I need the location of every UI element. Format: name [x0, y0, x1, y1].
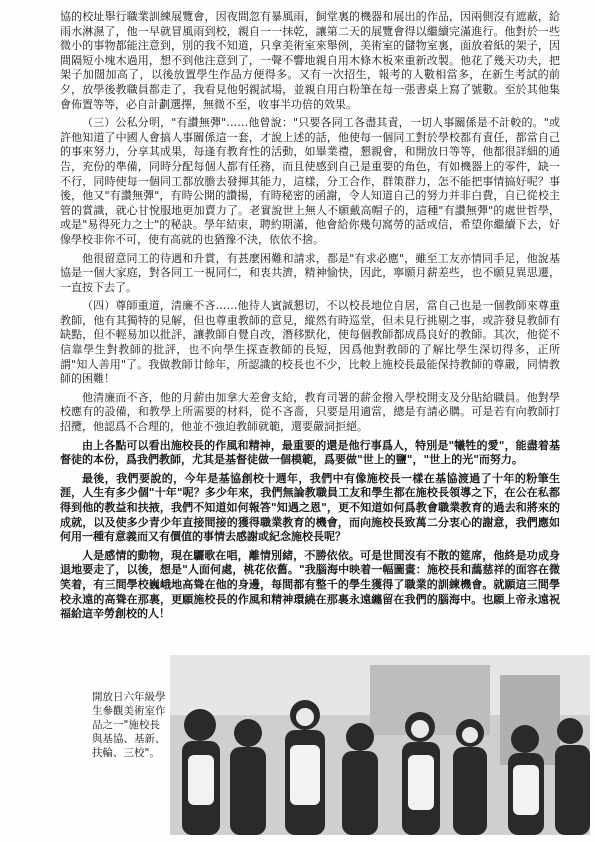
paragraph-1: 協的校址舉行職業訓練展覽會，因夜間忽有暴風雨，飼堂裏的機器和展出的作品，因兩側沒有遮蔽，給雨水淋濕了，他一早就冒風雨到校，親自一一抹乾，讓第二天的展覽會得以繼續完滿進行。他對於一些微小的事物都能注意到，別的我不知道，只拿美術室來舉例，美術室的儲物室裏，面放着紙的架子，因間隔短小塊木過用，想不到他注意到了，一聲不響地親自用木條木板來重新改製。他花了幾天功夫，把架子加闊加高了，以後放置學生作品方便得多。又有一次招生，報考的人數相當多，在新生考試的前夕，放學後教職員都走了，我看見他躬親試場，並親自用白粉筆在每一張書桌上寫了號數。至於其他集會佈置等等，必自計劃選擇，無微不至，收事半功倍的效果。 — [60, 10, 560, 111]
paragraph-8: 人是感情的動物，現在驪歌在唱，離情別緒，不勝依依。可是世間沒有不散的筵席，他終是功成身退地要走了，以後，想是"人面何處，桃花依舊。"我腦海中映着一幅圖畫：施校長和藹慈祥的面容在微笑着，有三間學校巍峨地高聳在他的身邊，每間都有整千的學生獲得了職業的訓練機會。就願這三間學校永遠的高聳在那裏，更願施校長的作風和精神環繞在那裏永遠纏留在我們的腦海中。也願上帝永遠祝福給這辛勞創校的人！ — [60, 548, 560, 621]
article-body — [60, 10, 560, 626]
group-photo-illustration — [170, 655, 590, 835]
paragraph-4: （四）尊師重道，清廉不吝……他待人賓誠懇切，不以校長地位自居，當自己也是一個教師來尊重教師，他有其獨特的見解，但也尊重教師的意見，縱然有時巡堂，但未見行挑剔之事，或許發見教師有缺點，但不輕易加以批評，讓教師自覺自改，潛移默化，使每個教師都成爲良好的教師。其次，他從不信靠學生對教師的批評，也不向學生探查教師的長短，因爲他對教師的了解比學生深切得多，正所謂"知人善用"了。我做教師廿餘年，所認識的校長也不少，比較上施校長最能保持教師的尊嚴，同情教師的困難！ — [60, 299, 560, 386]
paragraph-3: 他很留意同工的待遇和升賞，有甚麼困難和請求，都是"有求必應"，雖至工友亦情同手足，他說基協是一個大家庭，對各同工一視同仁，和衷共濟，精神愉快，因此，寧願月薪差些，也不願見異思遷，一直按下去了。 — [60, 251, 560, 294]
photo-caption: 開放日六年級學生參觀美術室作品之一"施校長與基協、基新、扶輪、三校"。 — [92, 691, 166, 759]
paragraph-2: （三）公私分明，"有讚無彈"……他曾說："只要各同工各盡其責，一切人事關係是不計較的。"或許他知道了中國人會搞人事關係這一套，才說上述的話，他使每一個同工對於學校都有責任，都當自己的事來努力，分享其成果，每逢有教育性的活動，如畢業禮，懇親會，和開放日等等，他都很詳細的通告，充份的準備，同時分配每個人都有任務，而且使感到自己是重要的角色，有如機器上的零件，缺一不行，同時使每一個同工都放膽去發揮其能力，這樣，分工合作，群策群力，怎不能把事情搞好呢？事後，他又"有讚無彈"，有時公開的讚揚，有時秘密的函謝，令人知道自己的努力并非白費，自已從校主管的賞識，就心甘悅服地更加賣力了。老實說世上無人不願戴高帽子的，這種"有讚無彈"的處世哲學，或是"易得死力之士"的秘訣。學年結束，聘約期滿，他會給你幾句窩勞的話或信，希望你繼續下去，好像學校非你不可，使有高就的也猶豫不決，依依不捨。 — [60, 116, 560, 246]
paragraph-7: 最後，我們要說的，今年是基協創校十週年，我們中有像施校長一樣在基協渡過了十年的粉筆生涯，人生有多少個"十年"呢？多少年來，我們無論教職員工友和學生都在施校長領導之下，在公在私都得到他的教益和扶掖，我們不知道如何報答"知遇之恩"，更不知道如何爲教會職業教育的過去和將來的成就，以及使多少青少年直接間接的獲得職業教育的機會，而向施校長致萬二分衷心的謝意，我們應如何用一種有意義而又有價值的事情去感謝或紀念施校長呢？ — [60, 471, 560, 544]
paragraph-5: 他清廉而不吝，他的月薪由加拿大差會支給，教育司署的薪金撥入學校開支及分貼給職員。他對學校應有的設備，和教學上所需要的材料，從不吝嗇，只要是用適當，總是有請必購。可是若有向教師打招攬，他認爲不合理的，他並不強迫教師就範，還要嚴詞拒絕。 — [60, 390, 560, 434]
group-photo — [170, 655, 590, 835]
paragraph-6: 由上各點可以看出施校長的作風和精神，最重要的還是他行事爲人，特別是"犧牲的愛"，能盡着基督徒的本份，爲我們教師，尤其是基督徒做一個模範，爲要做"世上的鹽"，"世上的光"而努力。 — [60, 438, 560, 467]
